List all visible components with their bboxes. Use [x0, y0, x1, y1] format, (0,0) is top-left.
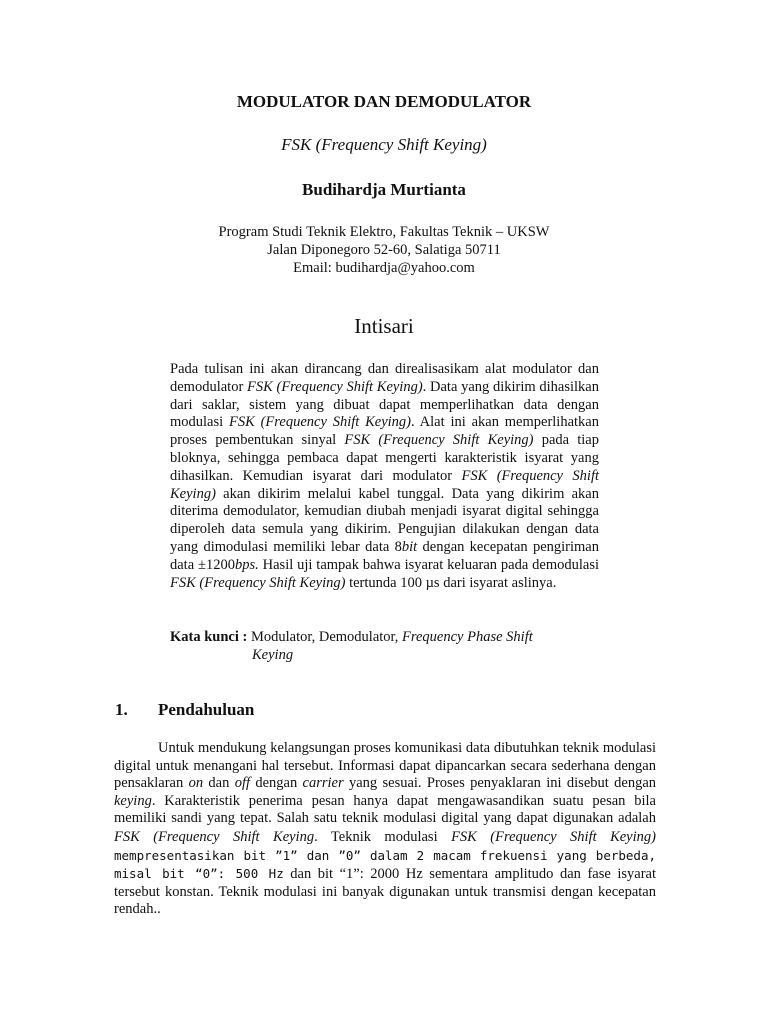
body-term: off [234, 775, 250, 792]
body-term: on [188, 775, 204, 792]
section-number: 1. [115, 700, 128, 719]
body-text: . Teknik modulasi [314, 828, 452, 845]
body-text: yang sesuai. Proses penyaklaran ini disebut dengan [343, 775, 656, 792]
keywords-term: Frequency Phase Shift [402, 629, 533, 645]
abstract-text: . Data yang dikirim dihasilkan dari saklar, sistem yang dibuat dapat memperlihatkan data dengan modulasi [170, 378, 599, 431]
body-term: FSK (Frequency Shift Keying) [451, 828, 656, 845]
body-text: dan [203, 775, 235, 792]
keywords-text: Modulator, Demodulator, [247, 629, 403, 645]
abstract-term: FSK (Frequency Shift Keying) [170, 467, 599, 502]
keywords-term: Keying [252, 647, 294, 663]
abstract-text: pada tiap bloknya, sehingga pembaca dapat mengerti karakteristik isyarat yang dihasilkan. Kemudian isyarat dari modulator [170, 432, 599, 484]
body-term: FSK (Frequency Shift Keying [114, 828, 315, 845]
body-text: . Karakteristik penerima pesan hanya dapat mengawasandikan suatu pesan bila memiliki sandi yang tepat. Salah satu teknik modulasi digital yang dapat digunakan adalah [114, 792, 656, 827]
abstract-term: bit [401, 538, 418, 555]
abstract-heading: Intisari [354, 314, 414, 338]
address-line: Jalan Diponegoro 52-60, Salatiga 50711 [267, 242, 501, 258]
abstract-term: FSK (Frequency Shift Keying) [170, 574, 346, 591]
body-term: keying [114, 792, 152, 809]
author-name: Budihardja Murtianta [302, 180, 466, 199]
keywords-block [170, 628, 599, 664]
abstract-text: dengan kecepatan pengiriman data ±1200 [170, 538, 599, 573]
abstract-text: akan dikirim melalui kabel tunggal. Data yang dikirim akan diterima demodulator, kemudian diubah menjadi isyarat digital sehingga diperoleh data semula yang dikirim. Pengujian dilakukan dengan data yang dimodulasi memiliki lebar data 8 [170, 485, 599, 555]
keywords-continuation [170, 646, 599, 664]
email-line: Email: budihardja@yahoo.com [293, 260, 475, 276]
abstract-term: bps. [234, 556, 259, 573]
body-term: carrier [302, 775, 344, 792]
abstract-text: . Alat ini akan memperlihatkan proses pembentukan sinyal [170, 414, 599, 449]
keywords-line [170, 628, 599, 646]
section-title: Pendahuluan [158, 700, 255, 719]
abstract-text: tertunda 100 µs dari isyarat aslinya. [345, 574, 557, 591]
introduction-paragraph [114, 740, 656, 919]
abstract-text: Pada tulisan ini akan dirancang dan direalisasikam alat modulator dan demodulator [170, 361, 599, 395]
abstract-text: Hasil uji tampak bahwa isyarat keluaran pada demodulasi [258, 556, 599, 573]
body-text: Untuk mendukung kelangsungan proses komunikasi data dibutuhkan teknik modulasi digital untuk menangani hal tersebut. Informasi dapat dipancarkan secara sederhana dengan pensaklaran [114, 740, 656, 792]
paper-title: MODULATOR DAN DEMODULATOR [236, 92, 532, 111]
abstract-term: FSK (Frequency Shift Keying) [247, 378, 423, 395]
abstract-paragraph [170, 361, 599, 592]
affiliation-block [0, 223, 768, 277]
body-text: dan bit “1”: 2000 Hz sementara amplitudo dan fase isyarat tersebut konstan. Teknik modulasi ini banyak digunakan untuk transmisi dengan kecepatan rendah.. [114, 866, 656, 918]
abstract-term: FSK (Frequency Shift Keying) [344, 432, 534, 449]
keywords-label: Kata kunci : [170, 629, 248, 645]
paper-subtitle: FSK (Frequency Shift Keying) [281, 135, 487, 154]
abstract-term: FSK (Frequency Shift Keying) [229, 414, 412, 431]
body-text: dengan [250, 775, 303, 792]
affiliation-line: Program Studi Teknik Elektro, Fakultas Teknik – UKSW [218, 224, 550, 240]
body-monospace-text: mempresentasikan bit ”1” dan ”0” dalam 2 macam frekuensi yang berbeda, misal bit “0”: 500 Hz [114, 847, 656, 882]
